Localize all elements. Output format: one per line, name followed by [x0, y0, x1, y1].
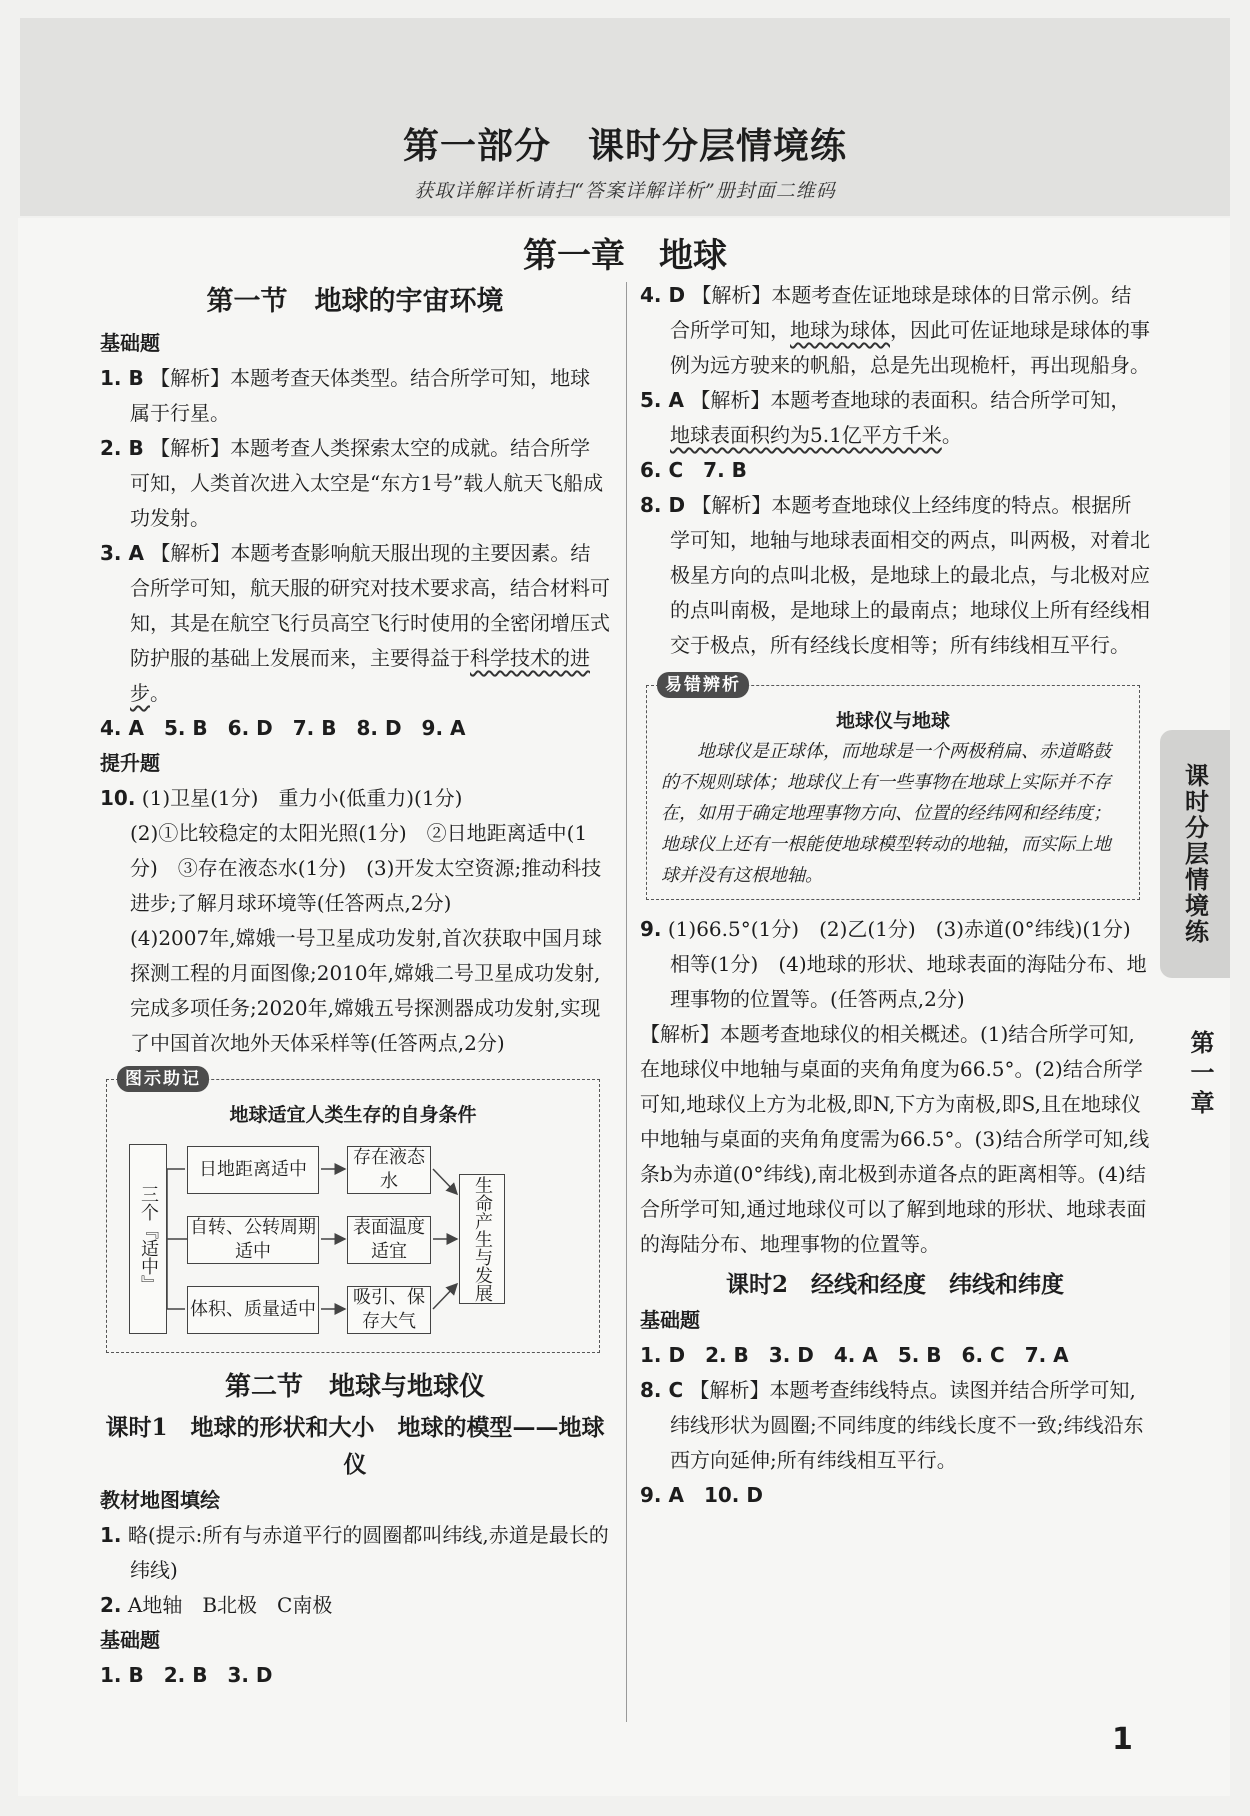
answer-text: 【解析】本题考查人类探索太空的成就。结合所学可知，人类首次进入太空是“东方1号”载人航天飞船成功发射。: [130, 436, 604, 530]
basic-label: 基础题: [100, 331, 160, 355]
answer-text: (1)66.5°(1分) (2)乙(1分) (3)赤道(0°纬线)(1分) 相等(1分) (4)地球的形状、地球表面的海陆分布、地理事物的位置等。(任答两点,2分): [667, 917, 1151, 1011]
side-chapter-label: 第一章: [1186, 1030, 1214, 1120]
punctuation: 。: [941, 423, 962, 447]
diagram-box-temperature: 表面温度适宜: [347, 1216, 431, 1264]
part-title: 第一部分 课时分层情境练: [402, 125, 847, 167]
answer-item: [640, 1373, 1150, 1478]
answer-item: [100, 361, 610, 431]
answer-row: 1. D 2. B 3. D 4. A 5. B 6. C 7. A: [640, 1343, 1069, 1367]
answer-row: 9. A 10. D: [640, 1483, 763, 1507]
diagram-left-box: 三个『适中』: [129, 1144, 167, 1334]
flow-diagram: [121, 1134, 585, 1344]
answer-row: 4. A 5. B 6. D 7. B 8. D 9. A: [100, 716, 466, 740]
answer-row: 1. B 2. B 3. D: [100, 1663, 273, 1687]
diagram-tag: 图示助记: [117, 1066, 209, 1092]
lesson-title: 课时1 地球的形状和大小 地球的模型——地球仪: [105, 1414, 605, 1478]
underlined-phrase: 地球表面积约为5.1亿平方千米: [670, 423, 942, 447]
answer-text: ，因此可佐证地球是球体的事例为远方驶来的帆船，总是先出现桅杆，再出现船身。: [670, 318, 1150, 377]
answer-item: [640, 278, 1150, 383]
diagram-box: [106, 1069, 600, 1353]
answer-text: 【解析】本题考查地球仪上经纬度的特点。根据所学可知，地轴与地球表面相交的两点，叫两极，对着北极星方向的点叫北极，是地球上的最北点，与北极对应的点叫南极，是地球上的最南点；地球仪上所有经线相交于极点，所有经线长度相等；所有纬线相互平行。: [670, 493, 1150, 657]
answer-text: 【解析】本题考查纬线特点。读图并结合所学可知,纬线形状为圆圈;不同纬度的纬线长度不一致;纬线沿东西方向延伸;所有纬线相互平行。: [670, 1378, 1144, 1472]
answer-item: [640, 912, 1150, 1017]
answer-number: 2. B: [100, 436, 144, 460]
answer-item: [100, 536, 610, 711]
diagram-box-volume: 体积、质量适中: [187, 1286, 319, 1334]
answer-item: [100, 781, 610, 816]
left-column: [100, 278, 610, 1693]
answer-number: 3. A: [100, 541, 144, 565]
answer-number: 10.: [100, 786, 136, 810]
side-tab: 课时分层情境练: [1160, 730, 1230, 978]
diagram-title: 地球适宜人类生存的自身条件: [229, 1104, 477, 1126]
column-divider: [626, 282, 627, 1722]
underlined-phrase: 地球为球体: [790, 318, 890, 342]
map-label: 教材地图填绘: [100, 1488, 220, 1512]
answer-text: 【解析】本题考查天体类型。结合所学可知，地球属于行星。: [130, 366, 591, 425]
answer-number: 9.: [640, 917, 662, 941]
page-number: 1: [1112, 1722, 1133, 1757]
underlined-phrase: 科学技术的进步: [130, 646, 590, 705]
part-subtitle: 获取详解详析请扫“答案详解详析”册封面二维码: [414, 180, 836, 202]
mistake-text: 地球仪是正球体，而地球是一个两极稍扁、赤道略鼓的不规则球体；地球仪上有一些事物在地球上实际并不存在，如用于确定地理事物方向、位置的经纬网和经纬度；地球仪上还有一根能使地球模型转动的地轴，而实际上地球并没有这根地轴。: [661, 741, 1111, 886]
basic-label: 基础题: [640, 1308, 700, 1332]
answer-number: 1. B: [100, 366, 144, 390]
answer-number: 8. D: [640, 493, 686, 517]
answer-number: 4. D: [640, 283, 686, 307]
answer-text: 【解析】本题考查影响航天服出现的主要因素。结合所学可知，航天服的研究对技术要求高，结合材料可知，其是在航空飞行员高空飞行时使用的全密闭增压式防护服的基础上发展而来，主要得益于: [130, 541, 610, 670]
answer-analysis: 【解析】本题考查地球仪的相关概述。(1)结合所学可知,在地球仪中地轴与桌面的夹角角度为66.5°。(2)结合所学可知,地球仪上方为北极,即N,下方为南极,即S,且在地球仪中地轴与桌面的夹角角度需为66.5°。(3)结合所学可知,线条b为赤道(0°纬线),南北极到赤道各点的距离相等。(4)结合所学可知,通过地球仪可以了解到地球的形状、地球表面的海陆分布、地理事物的位置等。: [640, 1022, 1150, 1256]
answer-number: 8. C: [640, 1378, 684, 1402]
answer-text: (4)2007年,嫦娥一号卫星成功发射,首次获取中国月球探测工程的月面图像;2010年,嫦娥二号卫星成功发射,完成多项任务;2020年,嫦娥五号探测器成功发射,实现了中国首次地外天体采样等(任答两点,2分): [130, 926, 602, 1055]
answer-text: 略(提示:所有与赤道平行的圆圈都叫纬线,赤道是最长的纬线): [127, 1523, 609, 1582]
section-title: 第二节 地球与地球仪: [224, 1372, 485, 1402]
basic-label: 基础题: [100, 1628, 160, 1652]
answer-text: (2)①比较稳定的太阳光照(1分) ②日地距离适中(1分) ③存在液态水(1分) (3)开发太空资源;推动科技进步;了解月球环境等(任答两点,2分): [130, 821, 602, 915]
mistake-title: 地球仪与地球: [835, 710, 950, 732]
answer-number: 1.: [100, 1523, 122, 1547]
diagram-box-water: 存在液态水: [347, 1146, 431, 1194]
answer-number: 5. A: [640, 388, 684, 412]
mistake-tag: 易错辨析: [657, 672, 749, 698]
answer-text: (1)卫星(1分) 重力小(低重力)(1分): [141, 786, 463, 810]
lesson-title: 课时2 经线和经度 纬线和纬度: [725, 1271, 1064, 1298]
answer-item: [640, 383, 1150, 453]
answer-item: [100, 1588, 610, 1623]
mistake-box: [646, 675, 1140, 900]
answer-number: 2.: [100, 1593, 122, 1617]
answer-item: [640, 488, 1150, 663]
answer-row: 6. C 7. B: [640, 458, 747, 482]
diagram-box-rotation: 自转、公转周期适中: [187, 1216, 319, 1264]
chapter-title: 第一章 地球: [523, 236, 727, 276]
answer-text: 【解析】本题考查佐证地球是球体的日常示例。结合所学可知，: [670, 283, 1132, 342]
right-column: [640, 278, 1150, 1513]
answer-text: A地轴 B北极 C南极: [127, 1593, 333, 1617]
section-title: 第一节 地球的宇宙环境: [206, 286, 504, 317]
diagram-box-atmosphere: 吸引、保存大气: [347, 1286, 431, 1334]
punctuation: 。: [150, 681, 170, 705]
diagram-right-box: 生命产生与发展: [459, 1174, 505, 1304]
answer-item: [100, 1518, 610, 1588]
diagram-box-sun-distance: 日地距离适中: [187, 1146, 319, 1194]
answer-item: [100, 431, 610, 536]
answer-text: 【解析】本题考查地球的表面积。结合所学可知，: [690, 388, 1131, 412]
advance-label: 提升题: [100, 751, 160, 775]
